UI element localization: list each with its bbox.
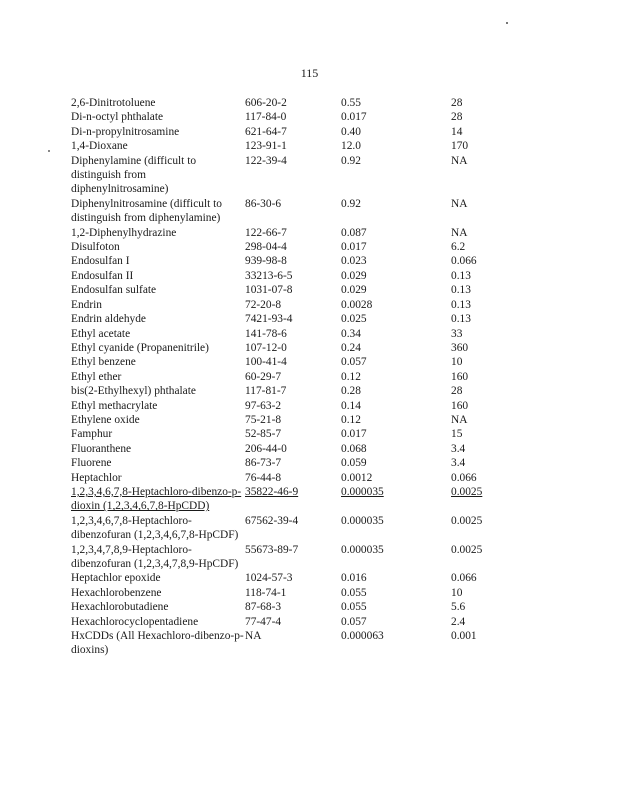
nonwastewater-value: 6.2 xyxy=(451,241,466,254)
cas-number: 72-20-8 xyxy=(245,298,282,311)
cas-number: 122-39-4 xyxy=(245,154,287,167)
constituent-name: Ethylene oxide xyxy=(71,413,140,426)
table-row xyxy=(71,240,531,254)
cas-number: 606-20-2 xyxy=(245,97,287,109)
wastewater-value: 0.055 xyxy=(341,601,367,614)
table-body xyxy=(71,96,531,658)
constituent-name: Hexachlorobenzene xyxy=(71,586,162,599)
constituent-name: 1,2,3,4,6,7,8-Heptachloro-dibenzo-p-dioxin (1,2,3,4,6,7,8-HpCDD) xyxy=(71,485,242,513)
cas-number: 206-44-0 xyxy=(245,442,287,455)
constituent-name: Endrin xyxy=(71,298,103,311)
wastewater-value: 0.023 xyxy=(341,255,367,268)
constituent-name: Disulfoton xyxy=(71,241,120,254)
wastewater-value: 0.000035 xyxy=(341,485,384,498)
nonwastewater-value: 2.4 xyxy=(451,615,466,628)
nonwastewater-value: 5.6 xyxy=(451,601,466,614)
cas-number: 77-47-4 xyxy=(245,615,282,628)
cas-number: 122-66-7 xyxy=(245,226,287,239)
cas-number: 33213-6-5 xyxy=(245,269,293,282)
constituent-name: Endrin aldehyde xyxy=(71,313,146,326)
table-row xyxy=(71,427,531,441)
nonwastewater-value: 160 xyxy=(451,370,469,383)
constituent-name: Hexachlorobutadiene xyxy=(71,601,169,614)
constituent-name: Heptachlor epoxide xyxy=(71,572,161,585)
cas-number: 939-98-8 xyxy=(245,255,287,268)
nonwastewater-value: 0.13 xyxy=(451,298,471,311)
table-row xyxy=(71,514,531,543)
wastewater-value: 12.0 xyxy=(341,140,361,153)
cas-number: 118-74-1 xyxy=(245,586,287,599)
nonwastewater-value: 0.13 xyxy=(451,284,471,297)
constituent-name: Famphur xyxy=(71,428,113,441)
nonwastewater-value: 14 xyxy=(451,125,463,138)
constituent-name: Fluorene xyxy=(71,457,112,470)
cas-number: 87-68-3 xyxy=(245,601,282,614)
wastewater-value: 0.025 xyxy=(341,313,367,326)
table-row xyxy=(71,586,531,600)
scan-speck xyxy=(506,22,508,24)
table-row xyxy=(71,341,531,355)
nonwastewater-value: 15 xyxy=(451,428,463,441)
cas-number: 117-84-0 xyxy=(245,111,287,124)
cas-number: 7421-93-4 xyxy=(245,313,293,326)
constituent-name: Ethyl cyanide (Propanenitrile) xyxy=(71,341,209,354)
constituent-name: Heptachlor xyxy=(71,471,122,484)
constituent-name: 1,2,3,4,7,8,9-Heptachloro-dibenzofuran (1,2,3,4,7,8,9-HpCDF) xyxy=(71,543,239,570)
cas-number: 141-78-6 xyxy=(245,327,287,340)
wastewater-value: 0.016 xyxy=(341,572,367,585)
constituent-name: 2,6-Dinitrotoluene xyxy=(71,97,156,109)
table-row xyxy=(71,96,531,110)
cas-number: 621-64-7 xyxy=(245,125,287,138)
nonwastewater-value: 33 xyxy=(451,327,463,340)
nonwastewater-value: 10 xyxy=(451,586,463,599)
constituent-name: Diphenylamine (difficult to distinguish from diphenylnitrosamine) xyxy=(71,154,197,196)
nonwastewater-value: 0.0025 xyxy=(451,514,483,527)
table-row xyxy=(71,269,531,283)
table-row xyxy=(71,355,531,369)
nonwastewater-value: 3.4 xyxy=(451,457,466,470)
table-row xyxy=(71,571,531,585)
nonwastewater-value: 0.066 xyxy=(451,471,477,484)
scan-speck xyxy=(48,150,50,152)
constituent-name: 1,2,3,4,6,7,8-Heptachloro-dibenzofuran (1,2,3,4,6,7,8-HpCDF) xyxy=(71,514,239,542)
wastewater-value: 0.12 xyxy=(341,413,361,426)
table-row xyxy=(71,399,531,413)
nonwastewater-value: NA xyxy=(451,197,468,210)
nonwastewater-value: 0.001 xyxy=(451,630,477,643)
nonwastewater-value: 0.066 xyxy=(451,255,477,268)
nonwastewater-value: 28 xyxy=(451,111,463,124)
nonwastewater-value: 0.0025 xyxy=(451,543,483,556)
wastewater-value: 0.029 xyxy=(341,269,367,282)
wastewater-value: 0.24 xyxy=(341,341,361,354)
table-row xyxy=(71,442,531,456)
cas-number: 100-41-4 xyxy=(245,356,287,369)
wastewater-value: 0.017 xyxy=(341,241,367,254)
constituent-name: 1,4-Dioxane xyxy=(71,140,128,153)
table-row xyxy=(71,456,531,470)
wastewater-value: 0.34 xyxy=(341,327,361,340)
table-row xyxy=(71,327,531,341)
wastewater-value: 0.000063 xyxy=(341,630,384,643)
table-row xyxy=(71,471,531,485)
wastewater-value: 0.55 xyxy=(341,97,361,109)
table-row xyxy=(71,197,531,226)
table-row xyxy=(71,413,531,427)
cas-number: 1024-57-3 xyxy=(245,572,293,585)
nonwastewater-value: 28 xyxy=(451,385,463,398)
wastewater-value: 0.068 xyxy=(341,442,367,455)
table-row xyxy=(71,110,531,124)
nonwastewater-value: 160 xyxy=(451,399,469,412)
table-row xyxy=(71,370,531,384)
constituent-name: bis(2-Ethylhexyl) phthalate xyxy=(71,385,196,398)
cas-number: 97-63-2 xyxy=(245,399,282,412)
cas-number: 67562-39-4 xyxy=(245,514,299,527)
constituent-name: Hexachlorocyclopentadiene xyxy=(71,615,199,628)
nonwastewater-value: 28 xyxy=(451,97,463,109)
nonwastewater-value: NA xyxy=(451,226,468,239)
wastewater-value: 0.057 xyxy=(341,356,367,369)
wastewater-value: 0.057 xyxy=(341,615,367,628)
wastewater-value: 0.0028 xyxy=(341,298,373,311)
table-row xyxy=(71,125,531,139)
constituent-name: Ethyl methacrylate xyxy=(71,399,158,412)
wastewater-value: 0.14 xyxy=(341,399,361,412)
table-row xyxy=(71,254,531,268)
cas-number: 76-44-8 xyxy=(245,471,282,484)
constituent-name: Di-n-octyl phthalate xyxy=(71,111,164,124)
constituent-name: Ethyl acetate xyxy=(71,327,131,340)
cas-number: 123-91-1 xyxy=(245,140,287,153)
cas-number: 60-29-7 xyxy=(245,370,282,383)
constituent-name: Ethyl ether xyxy=(71,370,122,383)
table-row xyxy=(71,154,531,197)
constituent-name: 1,2-Diphenylhydrazine xyxy=(71,226,177,239)
nonwastewater-value: NA xyxy=(451,154,468,167)
wastewater-value: 0.92 xyxy=(341,197,361,210)
table-row xyxy=(71,384,531,398)
wastewater-value: 0.92 xyxy=(341,154,361,167)
wastewater-value: 0.12 xyxy=(341,370,361,383)
cas-number: 1031-07-8 xyxy=(245,284,293,297)
table-row xyxy=(71,226,531,240)
table-row xyxy=(71,485,531,514)
nonwastewater-value: 170 xyxy=(451,140,469,153)
table-row xyxy=(71,600,531,614)
nonwastewater-value: 3.4 xyxy=(451,442,466,455)
constituent-name: Endosulfan I xyxy=(71,255,130,268)
wastewater-value: 0.029 xyxy=(341,284,367,297)
table-row xyxy=(71,312,531,326)
wastewater-value: 0.0012 xyxy=(341,471,373,484)
cas-number: 86-73-7 xyxy=(245,457,282,470)
constituent-table xyxy=(71,96,531,658)
wastewater-value: 0.017 xyxy=(341,428,367,441)
wastewater-value: 0.40 xyxy=(341,125,361,138)
table-row xyxy=(71,543,531,572)
constituent-name: Endosulfan sulfate xyxy=(71,284,157,297)
nonwastewater-value: 10 xyxy=(451,356,463,369)
constituent-name: Endosulfan II xyxy=(71,269,134,282)
table-row xyxy=(71,629,531,658)
wastewater-value: 0.059 xyxy=(341,457,367,470)
cas-number: 107-12-0 xyxy=(245,341,287,354)
wastewater-value: 0.087 xyxy=(341,226,367,239)
cas-number: 86-30-6 xyxy=(245,197,282,210)
cas-number: 55673-89-7 xyxy=(245,543,299,556)
nonwastewater-value: NA xyxy=(451,413,468,426)
wastewater-value: 0.017 xyxy=(341,111,367,124)
constituent-name: HxCDDs (All Hexachloro-dibenzo-p-dioxins) xyxy=(71,630,244,657)
table-row xyxy=(71,298,531,312)
table-row xyxy=(71,283,531,297)
constituent-name: Fluoranthene xyxy=(71,442,132,455)
wastewater-value: 0.000035 xyxy=(341,514,384,527)
nonwastewater-value: 0.066 xyxy=(451,572,477,585)
nonwastewater-value: 0.0025 xyxy=(451,485,483,498)
table-row xyxy=(71,139,531,153)
wastewater-value: 0.055 xyxy=(341,586,367,599)
nonwastewater-value: 0.13 xyxy=(451,269,471,282)
cas-number: 35822-46-9 xyxy=(245,485,299,498)
page-number: 115 xyxy=(300,66,319,80)
cas-number: 298-04-4 xyxy=(245,241,287,254)
cas-number: 75-21-8 xyxy=(245,413,282,426)
constituent-name: Di-n-propylnitrosamine xyxy=(71,125,180,138)
nonwastewater-value: 360 xyxy=(451,341,469,354)
cas-number: 52-85-7 xyxy=(245,428,282,441)
constituent-name: Ethyl benzene xyxy=(71,356,136,369)
nonwastewater-value: 0.13 xyxy=(451,313,471,326)
wastewater-value: 0.000035 xyxy=(341,543,384,556)
constituent-name: Diphenylnitrosamine (difficult to distinguish from diphenylamine) xyxy=(71,197,223,225)
wastewater-value: 0.28 xyxy=(341,385,361,398)
cas-number: NA xyxy=(245,630,262,643)
cas-number: 117-81-7 xyxy=(245,385,287,398)
table-row xyxy=(71,615,531,629)
